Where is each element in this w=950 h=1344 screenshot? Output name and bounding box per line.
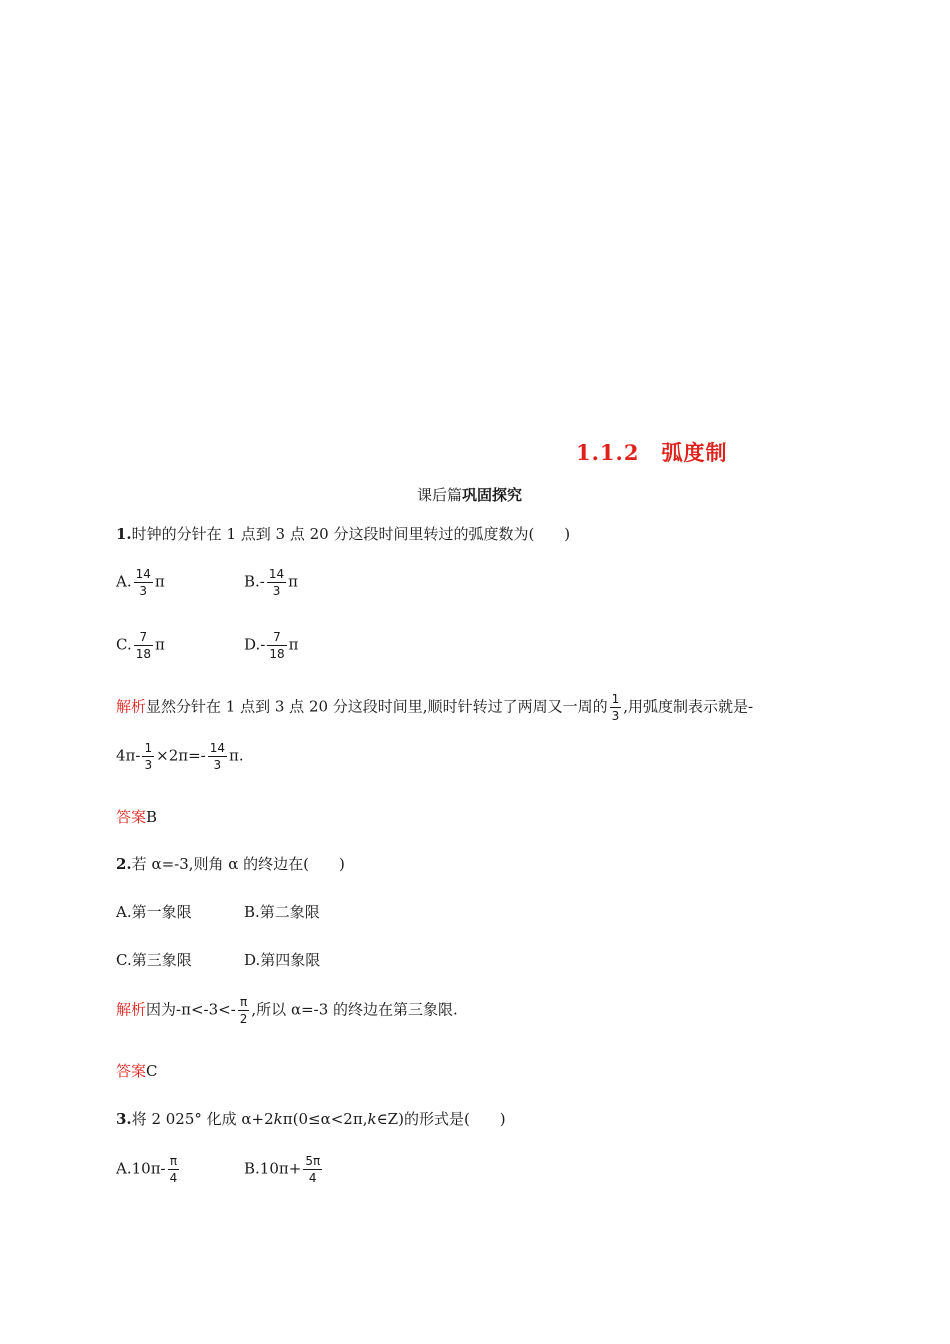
question-1-text: 时钟的分针在 1 点到 3 点 20 分这段时间里转过的弧度数为( ) bbox=[131, 525, 571, 543]
expression-part: ×2π=- bbox=[156, 746, 206, 765]
q1-answer bbox=[116, 806, 157, 827]
option-label: B. bbox=[244, 572, 260, 591]
answer-value: C bbox=[146, 1062, 158, 1080]
denominator: 2 bbox=[239, 1012, 248, 1026]
question-3-text: 将 2 025° 化成 α+2 bbox=[131, 1110, 274, 1128]
numerator: 14 bbox=[209, 741, 226, 755]
question-2-text: 若 α=-3,则角 α 的终边在( ) bbox=[131, 855, 345, 873]
subtitle-bold: 巩固探究 bbox=[462, 486, 523, 504]
q2-option-b: B.第二象限 bbox=[244, 903, 320, 921]
question-1 bbox=[116, 523, 570, 544]
q2-option-a: A.第一象限 bbox=[116, 903, 192, 921]
q3-option-b bbox=[244, 1155, 324, 1184]
page-title: 1.1.2 弧度制 bbox=[576, 440, 728, 465]
fraction bbox=[267, 568, 286, 597]
fraction bbox=[238, 996, 250, 1025]
option-prefix: - bbox=[260, 635, 266, 654]
question-2-number: 2. bbox=[116, 855, 132, 873]
q1-analysis bbox=[116, 693, 753, 722]
fraction bbox=[610, 693, 622, 722]
option-suffix: π bbox=[154, 572, 165, 591]
q1-option-c bbox=[116, 631, 165, 660]
denominator: 3 bbox=[144, 758, 153, 772]
answer-label: 答案 bbox=[116, 808, 147, 826]
q3-option-a bbox=[116, 1155, 181, 1184]
denominator: 18 bbox=[269, 647, 285, 661]
numerator: 14 bbox=[268, 567, 285, 581]
answer-label: 答案 bbox=[116, 1062, 147, 1080]
subtitle-prefix: 课后篇 bbox=[417, 486, 463, 504]
question-2 bbox=[116, 853, 345, 874]
numerator: 5π bbox=[305, 1154, 321, 1168]
denominator: 3 bbox=[139, 584, 148, 598]
numerator: π bbox=[238, 996, 250, 1011]
q1-option-d bbox=[244, 631, 298, 660]
q1-option-b bbox=[244, 568, 298, 597]
denominator: 3 bbox=[272, 584, 281, 598]
question-3 bbox=[116, 1108, 506, 1129]
option-label: D. bbox=[244, 635, 261, 654]
fraction bbox=[208, 742, 227, 771]
question-3-number: 3. bbox=[116, 1110, 132, 1128]
numerator: π bbox=[168, 1155, 180, 1170]
numerator: 14 bbox=[135, 567, 151, 581]
q2-answer bbox=[116, 1060, 158, 1081]
fraction bbox=[134, 631, 153, 660]
q2-option-c: C.第三象限 bbox=[116, 951, 192, 969]
q2-analysis bbox=[116, 996, 458, 1025]
option-prefix: - bbox=[259, 572, 265, 591]
expression-part: 4π- bbox=[116, 746, 141, 765]
fraction bbox=[168, 1155, 180, 1184]
denominator: 3 bbox=[611, 709, 620, 723]
analysis-text: 因为-π<-3<- bbox=[146, 1000, 236, 1019]
option-suffix: π bbox=[288, 635, 299, 654]
denominator: 4 bbox=[308, 1171, 317, 1185]
question-3-text-mid: π(0≤α<2π, bbox=[282, 1110, 368, 1128]
question-1-number: 1. bbox=[116, 525, 132, 543]
answer-value: B bbox=[146, 808, 158, 826]
q1-option-a bbox=[116, 568, 165, 597]
option-label: C. bbox=[116, 635, 132, 654]
denominator: 3 bbox=[213, 758, 222, 772]
denominator: 18 bbox=[135, 647, 151, 661]
option-suffix: π bbox=[155, 635, 165, 654]
option-label: B. bbox=[244, 1159, 260, 1178]
fraction bbox=[267, 631, 286, 660]
numerator: 1 bbox=[611, 692, 620, 706]
analysis-text: 显然分针在 1 点到 3 点 20 分这段时间里,顺时针转过了两周又一周的 bbox=[146, 697, 608, 716]
expression-part: π. bbox=[229, 746, 244, 765]
fraction bbox=[142, 742, 154, 771]
analysis-label: 解析 bbox=[116, 1000, 147, 1019]
option-label: A. bbox=[116, 572, 132, 591]
numerator: 1 bbox=[144, 741, 153, 755]
denominator: 4 bbox=[169, 1171, 178, 1185]
q2-option-d: D.第四象限 bbox=[244, 951, 321, 969]
fraction bbox=[303, 1155, 322, 1184]
analysis-label: 解析 bbox=[116, 697, 147, 716]
option-expression: 10π- bbox=[131, 1159, 166, 1178]
option-label: A. bbox=[116, 1159, 132, 1178]
question-3-text-tail: ∈Z)的形式是( ) bbox=[376, 1110, 506, 1128]
option-expression: 10π+ bbox=[259, 1159, 302, 1178]
analysis-text-tail: ,所以 α=-3 的终边在第三象限. bbox=[251, 1000, 458, 1019]
fraction bbox=[134, 568, 153, 597]
numerator: 7 bbox=[267, 631, 286, 646]
variable-k: k bbox=[367, 1110, 377, 1128]
numerator: 7 bbox=[134, 631, 153, 646]
option-suffix: π bbox=[288, 572, 299, 591]
analysis-text-tail: ,用弧度制表示就是- bbox=[623, 697, 754, 716]
variable-k: k bbox=[273, 1110, 283, 1128]
q1-analysis-line2 bbox=[116, 742, 244, 771]
section-subtitle bbox=[417, 484, 522, 505]
